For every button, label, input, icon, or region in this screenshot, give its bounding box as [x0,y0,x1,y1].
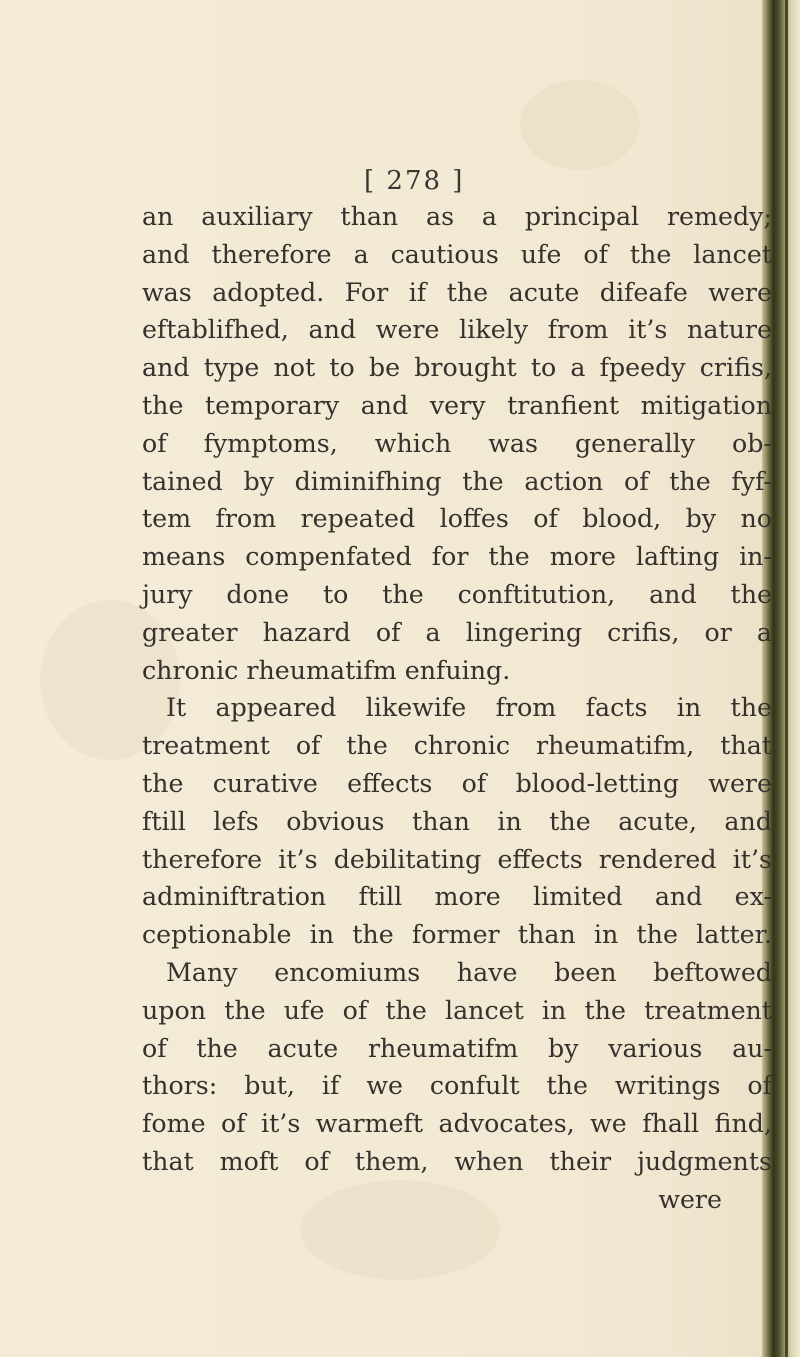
text-line: and type not to be brought to a fpeedy crifis, [142,353,772,383]
text-line: the temporary and very tranfient mitigation [142,390,772,420]
text-line: chronic rheumatifm enfuing. [142,655,511,685]
text-line: greater hazard of a lingering crifis, or a [142,617,772,647]
text-line: ceptionable in the former than in the latter. [142,920,772,950]
text-line: It appeared likewife from facts in the [166,693,772,723]
text-line: that moft of them, when their judgments [142,1146,772,1176]
page-edge-shadow [785,0,788,1357]
text-line: jury done to the conftitution, and the [142,579,772,609]
text-line: was adopted. For if the acute difeafe were [142,277,772,307]
text-line: adminiftration ftill more limited and ex- [142,882,772,912]
text-line: of fymptoms, which was generally ob- [142,428,772,458]
text-line: of the acute rheumatifm by various au- [142,1033,772,1063]
text-line: tained by diminifhing the action of the fyf- [142,466,772,496]
text-line: an auxiliary than as a principal remedy; [142,202,772,231]
text-line: means compenfated for the more lafting in- [142,542,772,572]
body-text [142,198,772,1219]
catchword: were [658,1184,722,1214]
text-line: fome of it’s warmeft advocates, we fhall find, [142,1109,772,1139]
text-line: upon the ufe of the lancet in the treatment [142,995,772,1025]
text-line: the curative effects of blood-letting were [142,768,772,798]
text-line: thors: but, if we confult the writings of [142,1071,772,1101]
text-line: treatment of the chronic rheumatifm, that [142,731,772,761]
paper-stain [520,80,640,170]
text-line: tem from repeated loffes of blood, by no [142,504,772,534]
page-number-header: [ 278 ] [364,166,465,196]
text-line: therefore it’s debilitating effects rendered it’s [142,844,772,874]
text-line: eftablifhed, and were likely from it’s nature [142,315,772,345]
text-line: ftill lefs obvious than in the acute, and [142,806,772,836]
text-line: Many encomiums have been beftowed [166,957,772,987]
text-line: and therefore a cautious ufe of the lancet [142,239,772,269]
